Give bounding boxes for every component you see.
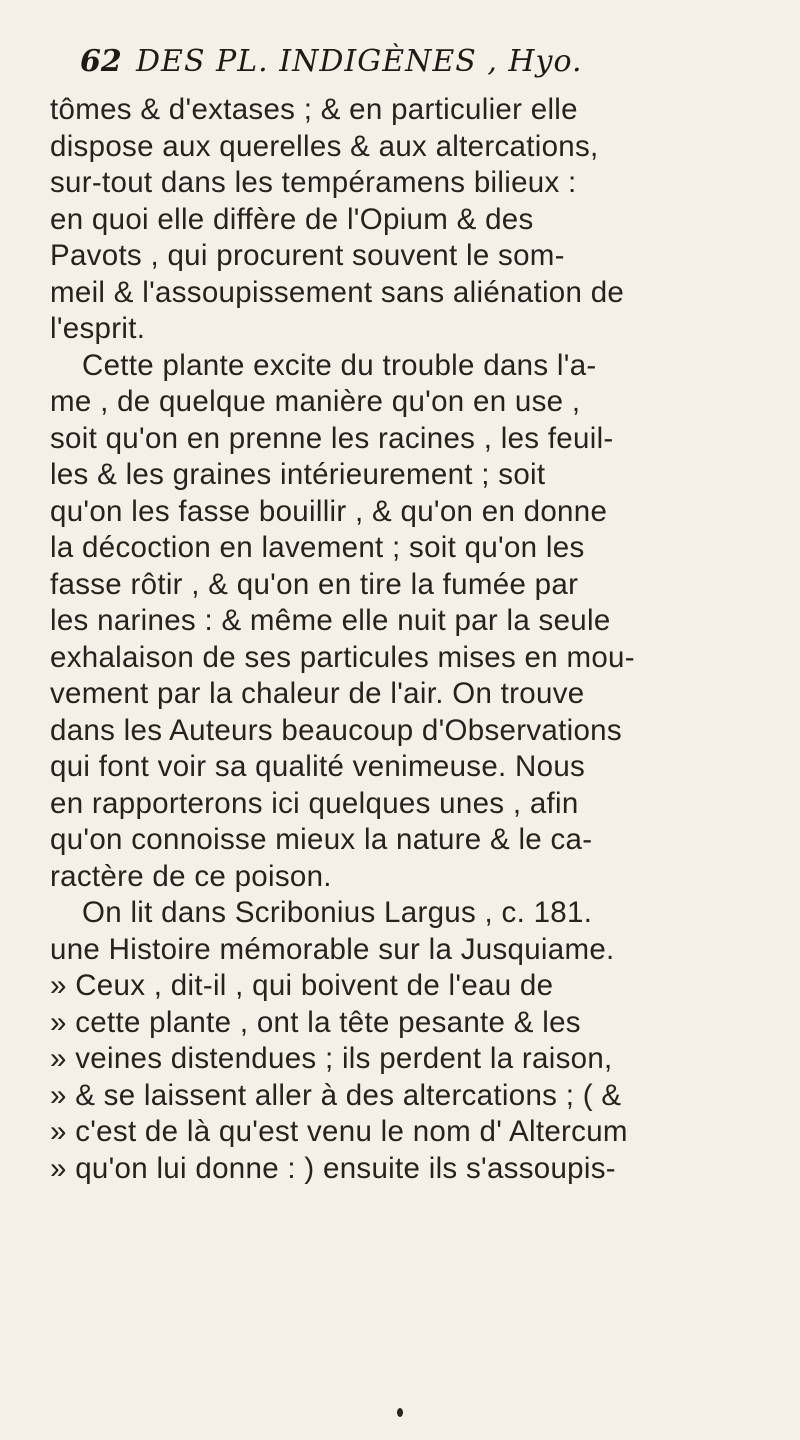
text-line: dans les Auteurs beaucoup d'Observations bbox=[50, 713, 622, 747]
text-line: qui font voir sa qualité venimeuse. Nous bbox=[50, 750, 586, 783]
text-line: exhalaison de ses particules mises en mou- bbox=[50, 640, 635, 674]
text-line: la décoction en lavement ; soit qu'on les bbox=[50, 531, 585, 564]
text-line: qu'on les fasse bouillir , & qu'on en donne bbox=[50, 494, 608, 528]
text-line: les & les graines intérieurement ; soit bbox=[50, 458, 546, 491]
paragraph-start-line: Cette plante excite du trouble dans l'a- bbox=[82, 348, 597, 382]
text-line: tômes & d'extases ; & en particulier elle bbox=[50, 93, 578, 126]
text-line: sur-tout dans les tempéramens bilieux : bbox=[50, 166, 577, 199]
ink-smudge bbox=[397, 1408, 403, 1417]
quote-line: » cette plante , ont la tête pesante & les bbox=[50, 1005, 581, 1039]
running-title: DES PL. INDIGÈNES , Hyo. bbox=[136, 44, 583, 79]
text-line: fasse rôtir , & qu'on en tire la fumée par bbox=[50, 567, 579, 601]
text-line: en quoi elle diffère de l'Opium & des bbox=[50, 202, 534, 236]
text-line: meil & l'assoupissement sans aliénation de bbox=[50, 275, 625, 309]
text-line: les narines : & même elle nuit par la seule bbox=[50, 604, 611, 637]
text-line: en rapporterons ici quelques unes , afin bbox=[50, 786, 579, 820]
page-header bbox=[80, 44, 760, 94]
text-line: une Histoire mémorable sur la Jusquiame. bbox=[50, 932, 615, 966]
text-line: soit qu'on en prenne les racines , les feuil- bbox=[50, 421, 614, 455]
quote-line: » c'est de là qu'est venu le nom d' Altercum bbox=[50, 1115, 628, 1148]
text-line: dispose aux querelles & aux altercations, bbox=[50, 129, 599, 163]
quote-line: » qu'on lui donne : ) ensuite ils s'assoupis- bbox=[50, 1151, 616, 1185]
page-number: 62 bbox=[80, 44, 122, 79]
paragraph-start-line: On lit dans Scribonius Largus , c. 181. bbox=[82, 896, 593, 929]
body-text bbox=[50, 92, 772, 1187]
text-line: vement par la chaleur de l'air. On trouve bbox=[50, 677, 585, 710]
quote-line: » Ceux , dit-il , qui boivent de l'eau de bbox=[50, 969, 554, 1002]
text-line: me , de quelque manière qu'on en use , bbox=[50, 385, 581, 418]
text-line: ractère de ce poison. bbox=[50, 859, 332, 893]
text-line: l'esprit. bbox=[50, 312, 146, 345]
text-line: Pavots , qui procurent souvent le som- bbox=[50, 239, 565, 272]
quote-line: » veines distendues ; ils perdent la raison, bbox=[50, 1042, 613, 1075]
quote-line: » & se laissent aller à des altercations ; ( & bbox=[50, 1078, 622, 1112]
text-line: qu'on connoisse mieux la nature & le ca- bbox=[50, 823, 593, 856]
